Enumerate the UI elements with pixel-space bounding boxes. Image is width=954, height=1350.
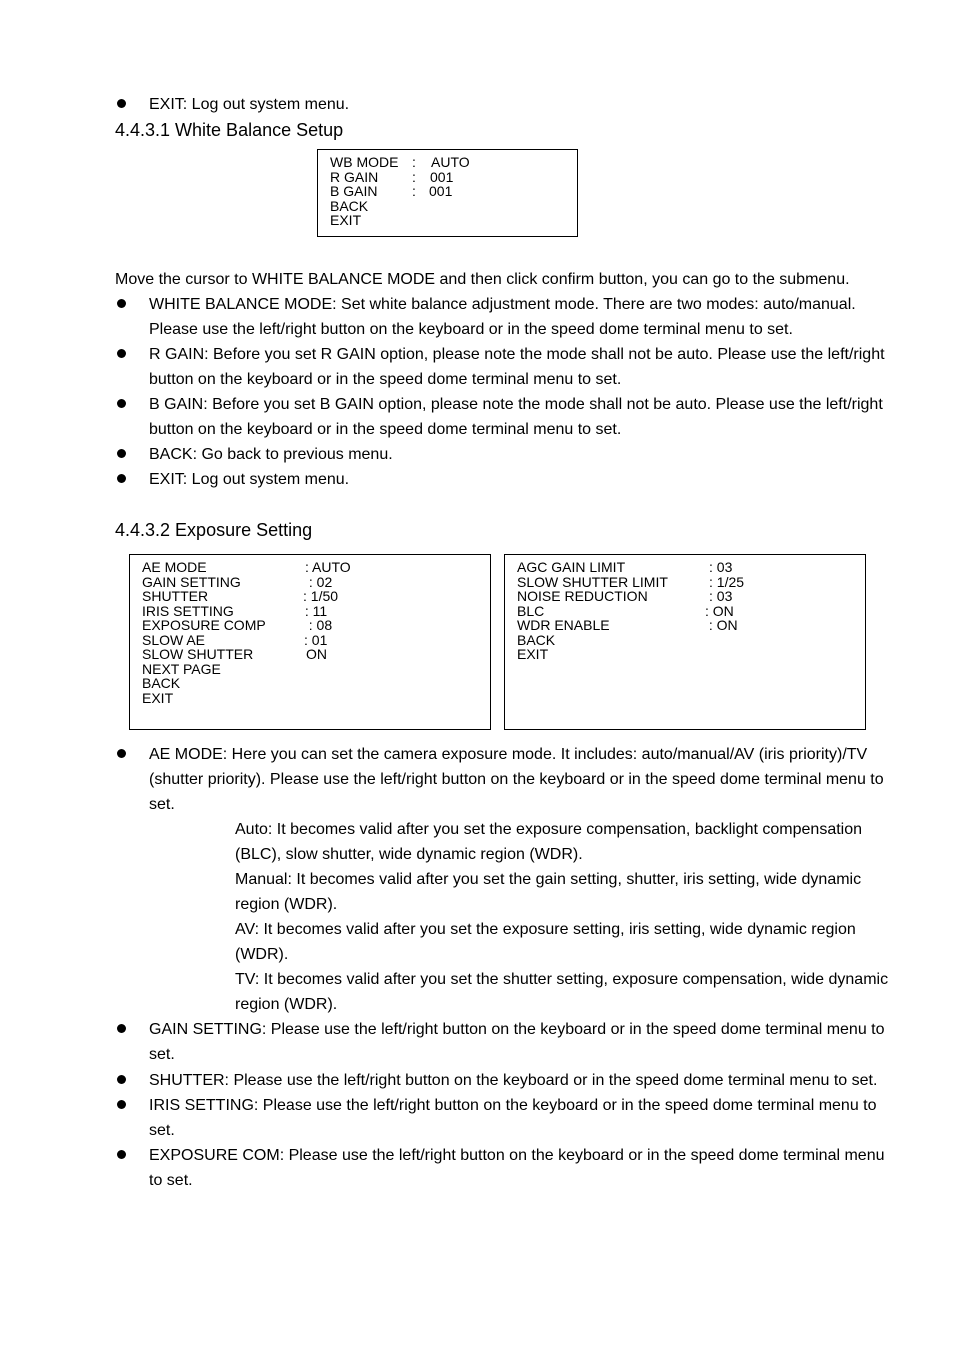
menu-label: IRIS SETTING xyxy=(142,602,234,619)
menu-separator: : xyxy=(412,168,416,185)
bullet-text: BACK: Go back to previous menu. xyxy=(149,446,393,463)
section-heading-white-balance: 4.4.3.1 White Balance Setup xyxy=(115,120,344,140)
top-bullet-text: EXIT: Log out system menu. xyxy=(149,96,350,113)
menu-label: EXIT xyxy=(330,212,362,228)
bullet-text: set. xyxy=(149,1046,175,1063)
bullet-text: EXPOSURE COM: Please use the left/right button on the keyboard or in the speed dome terminal menu xyxy=(149,1147,885,1164)
menu-label: WDR ENABLE xyxy=(517,617,610,633)
menu-label: R GAIN xyxy=(330,168,379,185)
bullet-text: button on the keyboard or in the speed dome terminal menu to set. xyxy=(149,421,622,438)
bullet-text: Please use the left/right button on the keyboard or in the speed dome terminal menu to set. xyxy=(149,321,793,338)
bullet-text: button on the keyboard or in the speed dome terminal menu to set. xyxy=(149,371,622,388)
ae-mode-desc: region (WDR). xyxy=(235,896,338,913)
menu-value: : 01 xyxy=(304,631,328,648)
menu-value: ON xyxy=(306,646,327,662)
section-heading-exposure: 4.4.3.2 Exposure Setting xyxy=(115,520,313,540)
menu-label: NEXT PAGE xyxy=(142,660,221,677)
exposure-menu-page-1 xyxy=(129,554,491,730)
bullet-text: IRIS SETTING: Please use the left/right button on the keyboard or in the speed dome terminal menu to xyxy=(149,1097,877,1114)
ae-mode-desc: TV: It becomes valid after you set the shutter setting, exposure compensation, wide dynamic xyxy=(235,971,889,988)
menu-separator: : xyxy=(412,154,416,170)
menu-label: EXIT xyxy=(517,646,549,662)
bullet-text: set. xyxy=(149,1122,175,1139)
bullet-text: EXIT: Log out system menu. xyxy=(149,471,350,488)
bullet-text: set. xyxy=(149,796,175,813)
bullet-dot xyxy=(117,399,126,408)
menu-label: B GAIN xyxy=(330,183,378,199)
wb-intro-paragraph: Move the cursor to WHITE BALANCE MODE and then click confirm button, you can go to the submenu. xyxy=(115,271,850,288)
bullet-dot xyxy=(117,749,126,758)
menu-value: : 11 xyxy=(301,602,328,619)
white-balance-menu xyxy=(317,149,578,237)
bullet-dot xyxy=(117,1150,126,1159)
menu-label: SLOW SHUTTER xyxy=(142,646,254,662)
menu-value: : ON xyxy=(705,602,734,619)
menu-value: : 03 xyxy=(709,588,733,604)
ae-mode-desc: region (WDR). xyxy=(235,996,338,1013)
ae-mode-desc: (BLC), slow shutter, wide dynamic region (WDR). xyxy=(235,846,583,863)
menu-value: : 08 xyxy=(301,617,333,633)
menu-label: WB MODE xyxy=(330,154,399,170)
menu-label: SLOW SHUTTER LIMIT xyxy=(517,573,668,590)
menu-label: NOISE REDUCTION xyxy=(517,588,648,604)
menu-label: BACK xyxy=(330,197,369,214)
ae-mode-desc: AV: It becomes valid after you set the exposure setting, iris setting, wide dynamic region xyxy=(235,921,856,938)
menu-label: AGC GAIN LIMIT xyxy=(517,559,626,575)
menu-label: BLC xyxy=(517,602,545,619)
menu-label: BACK xyxy=(517,631,556,648)
ae-mode-desc: Auto: It becomes valid after you set the exposure compensation, backlight compensation xyxy=(235,821,863,838)
menu-label: SLOW AE xyxy=(142,631,206,648)
bullet-text: WHITE BALANCE MODE: Set white balance adjustment mode. There are two modes: auto/manual. xyxy=(149,296,856,313)
menu-value: : 1/25 xyxy=(709,573,745,590)
bullet-text: B GAIN: Before you set B GAIN option, please note the mode shall not be auto. Please use the left/right xyxy=(149,396,883,413)
bullet-text: GAIN SETTING: Please use the left/right button on the keyboard or in the speed dome terminal menu to xyxy=(149,1021,885,1038)
bullet-text: R GAIN: Before you set R GAIN option, please note the mode shall not be auto. Please use the left/right xyxy=(149,346,885,363)
menu-label: BACK xyxy=(142,675,181,691)
bullet-dot xyxy=(117,99,126,108)
ae-mode-desc: (WDR). xyxy=(235,946,289,963)
menu-value: : 03 xyxy=(709,559,733,575)
bullet-dot xyxy=(117,1075,126,1084)
bullet-dot xyxy=(117,299,126,308)
menu-value: : AUTO xyxy=(305,559,351,575)
bullet-dot xyxy=(117,474,126,483)
menu-label: EXIT xyxy=(142,689,174,706)
ae-mode-desc: Manual: It becomes valid after you set the gain setting, shutter, iris setting, wide dynamic xyxy=(235,871,862,888)
bullet-text: to set. xyxy=(149,1172,193,1189)
menu-label: SHUTTER xyxy=(142,588,209,604)
menu-label: AE MODE xyxy=(142,559,207,575)
menu-label: EXPOSURE COMP xyxy=(142,617,266,633)
bullet-dot xyxy=(117,349,126,358)
menu-separator: : xyxy=(412,183,416,199)
bullet-dot xyxy=(117,1024,126,1033)
menu-value: 001 xyxy=(430,168,454,185)
bullet-dot xyxy=(117,449,126,458)
menu-label: GAIN SETTING xyxy=(142,573,241,590)
bullet-text: SHUTTER: Please use the left/right button on the keyboard or in the speed dome terminal menu to set. xyxy=(149,1072,878,1089)
menu-value: : ON xyxy=(705,617,738,633)
menu-value: : 1/50 xyxy=(303,588,339,604)
bullet-text: AE MODE: Here you can set the camera exposure mode. It includes: auto/manual/AV (iris priority)/TV xyxy=(149,746,868,763)
menu-value: 001 xyxy=(429,183,453,199)
exposure-menu-page-2 xyxy=(504,554,866,730)
menu-value: AUTO xyxy=(431,154,470,170)
menu-value: : 02 xyxy=(305,573,333,590)
bullet-text: (shutter priority). Please use the left/right button on the keyboard or in the speed dome terminal menu to xyxy=(149,771,884,788)
bullet-dot xyxy=(117,1100,126,1109)
